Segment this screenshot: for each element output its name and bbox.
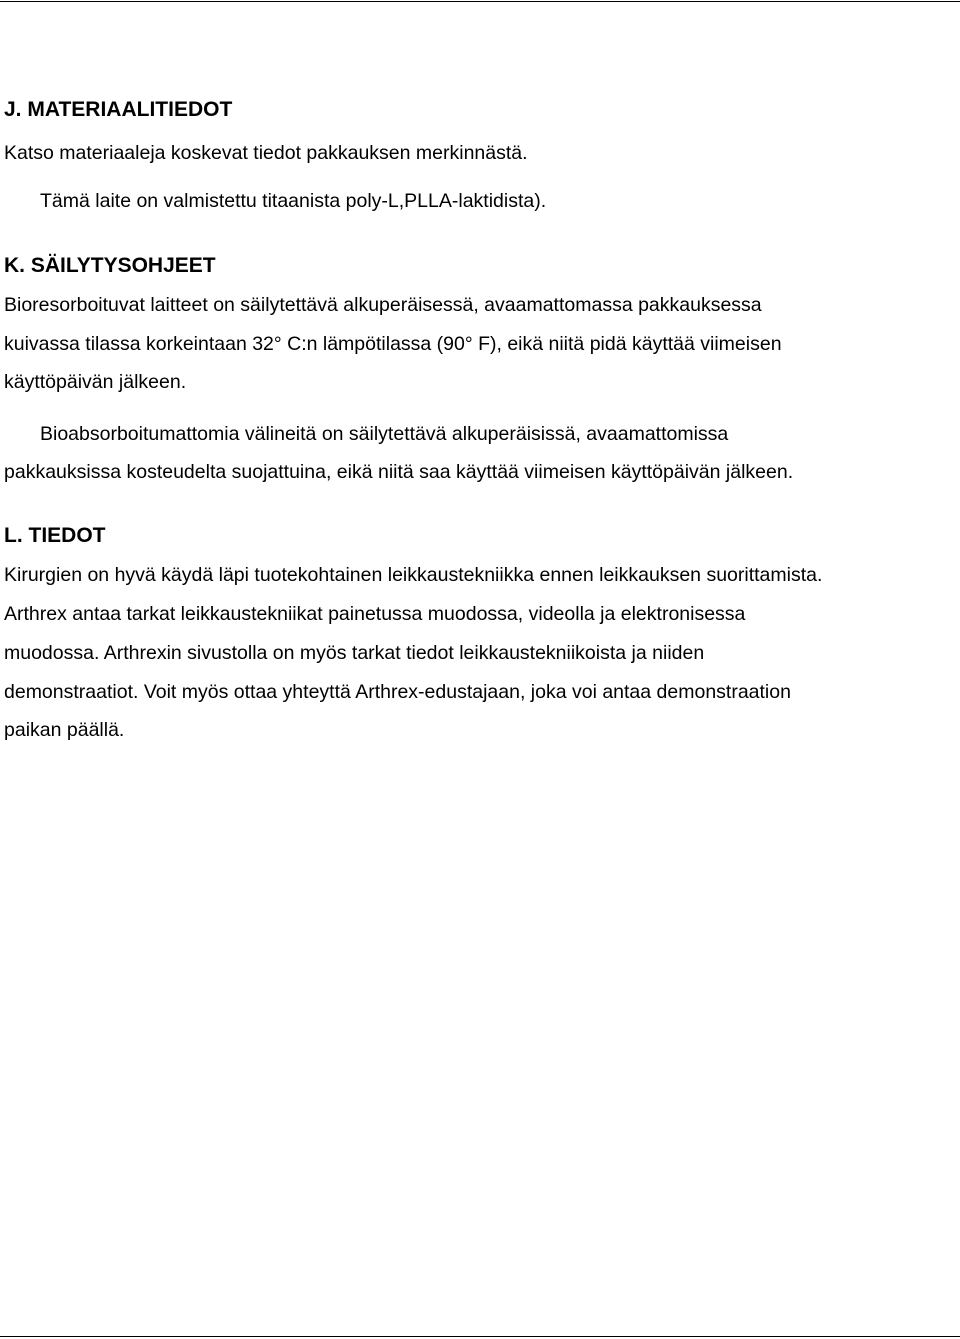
section-k-paragraph-1-line-3: käyttöpäivän jälkeen. [4,371,187,393]
section-j-heading: J. MATERIAALITIEDOT [4,98,233,121]
bottom-rule [0,1336,960,1337]
section-k-paragraph-1-line-1: Bioresorboituvat laitteet on säilytettävä alkuperäisessä, avaamattomassa pakkauksessa [4,294,762,316]
section-l-paragraph-line-1: Kirurgien on hyvä käydä läpi tuotekohtainen leikkaustekniikka ennen leikkauksen suorittamista. [4,564,823,586]
section-j-paragraph-1: Katso materiaaleja koskevat tiedot pakkauksen merkinnästä. [4,142,528,164]
section-k-paragraph-2-line-1: Bioabsorboitumattomia välineitä on säilytettävä alkuperäisissä, avaamattomissa [40,423,729,445]
section-j-paragraph-2: Tämä laite on valmistettu titaanista poly-L,PLLA-laktidista). [40,190,547,212]
section-l-paragraph-line-5: paikan päällä. [4,719,125,741]
section-k-heading: K. SÄILYTYSOHJEET [4,254,216,277]
section-l-paragraph-line-4: demonstraatiot. Voit myös ottaa yhteyttä Arthrex-edustajaan, joka voi antaa demonstraation [4,681,791,703]
section-k-paragraph-1-line-2: kuivassa tilassa korkeintaan 32° C:n lämpötilassa (90° F), eikä niitä pidä käyttää viimeisen [4,333,782,355]
section-l-paragraph-line-2: Arthrex antaa tarkat leikkaustekniikat painetussa muodossa, videolla ja elektronisessa [4,603,746,625]
top-rule [0,1,960,2]
section-k-paragraph-2-line-2: pakkauksissa kosteudelta suojattuina, eikä niitä saa käyttää viimeisen käyttöpäivän jälkeen. [4,461,794,483]
section-l-paragraph-line-3: muodossa. Arthrexin sivustolla on myös tarkat tiedot leikkaustekniikoista ja niiden [4,642,705,664]
section-l-heading: L. TIEDOT [4,524,106,547]
